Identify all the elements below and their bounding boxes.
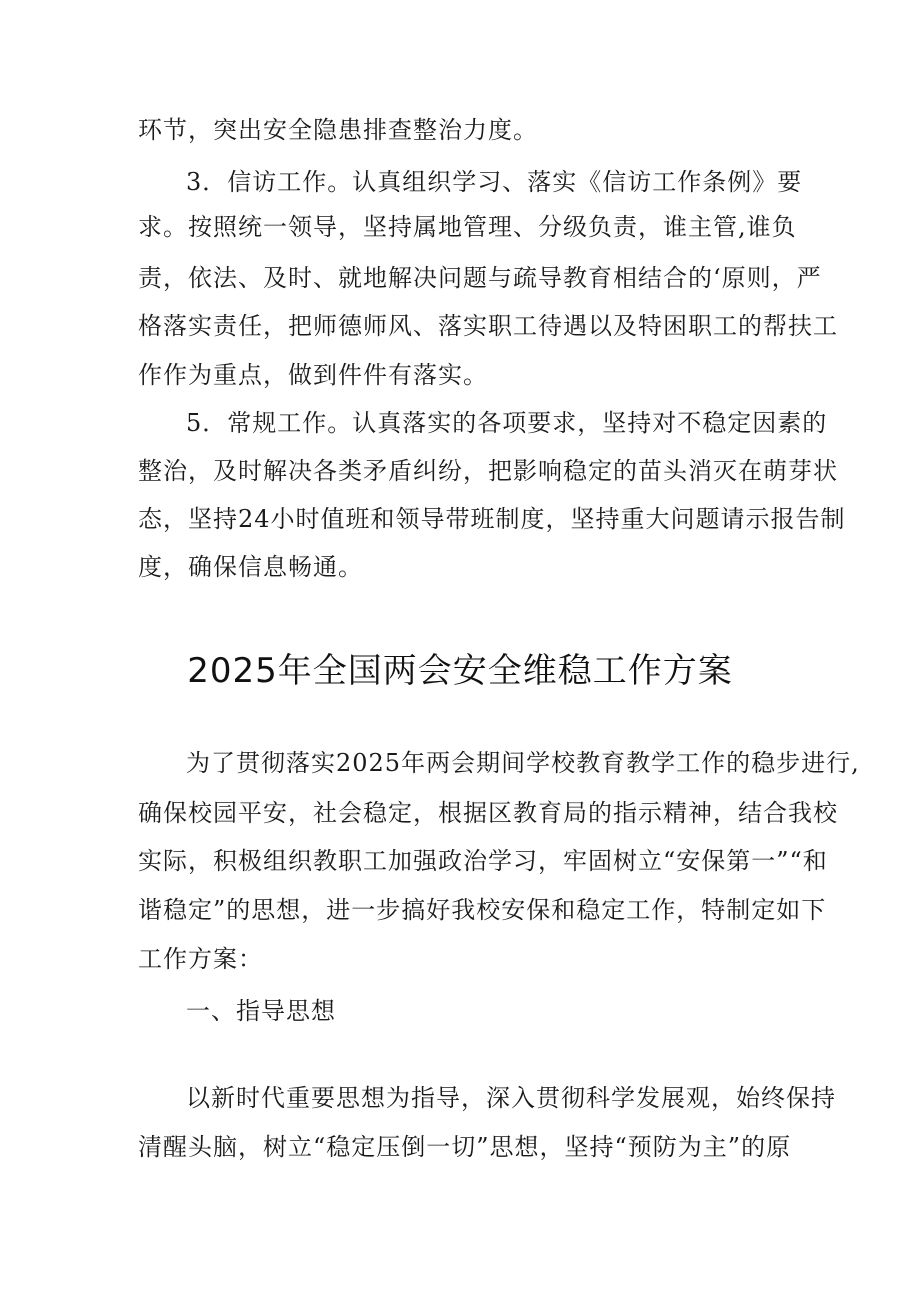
intro-line-3: 实际，积极组织教职工加强政治学习，牢固树立“安保第一”“和 xyxy=(138,847,828,875)
intro-line-5: 工作方案： xyxy=(138,945,263,973)
section-1-line-1: 以新时代重要思想为指导，深入贯彻科学发展观，始终保持 xyxy=(186,1084,836,1112)
section-1-heading: 一、指导思想 xyxy=(186,997,336,1025)
continuation-line-1: 环节，突出安全隐患排查整治力度。 xyxy=(138,116,538,144)
item-5-line-3: 态，坚持24小时值班和领导带班制度，坚持重大问题请示报告制 xyxy=(138,505,846,533)
document-title: 2025年全国两会安全维稳工作方案 xyxy=(187,651,733,691)
item-5-line-1: 5．常规工作。认真落实的各项要求，坚持对不稳定因素的 xyxy=(186,409,828,437)
intro-line-2: 确保校园平安，社会稳定，根据区教育局的指示精神，结合我校 xyxy=(138,799,838,827)
item-5-line-4: 度，确保信息畅通。 xyxy=(138,553,363,581)
intro-line-4: 谐稳定”的思想，进一步搞好我校安保和稳定工作，特制定如下 xyxy=(138,896,827,924)
item-5-line-2: 整治，及时解决各类矛盾纠纷，把影响稳定的苗头消灭在萌芽状 xyxy=(138,457,838,485)
intro-line-1: 为了贯彻落实2025年两会期间学校教育教学工作的稳步进行, xyxy=(186,749,860,777)
item-3-line-2: 求。按照统一领导，坚持属地管理、分级负责，谁主管,谁负 xyxy=(138,213,797,241)
section-1-line-2: 清醒头脑，树立“稳定压倒一切”思想，坚持“预防为主”的原 xyxy=(138,1133,792,1161)
item-3-line-3: 责，依法、及时、就地解决问题与疏导教育相结合的‘原则，严 xyxy=(138,264,822,292)
item-3-line-1: 3．信访工作。认真组织学习、落实《信访工作条例》要 xyxy=(186,168,803,196)
item-3-line-4: 格落实责任，把师德师风、落实职工待遇以及特困职工的帮扶工 xyxy=(138,312,838,340)
item-3-line-5: 作作为重点，做到件件有落实。 xyxy=(138,361,488,389)
